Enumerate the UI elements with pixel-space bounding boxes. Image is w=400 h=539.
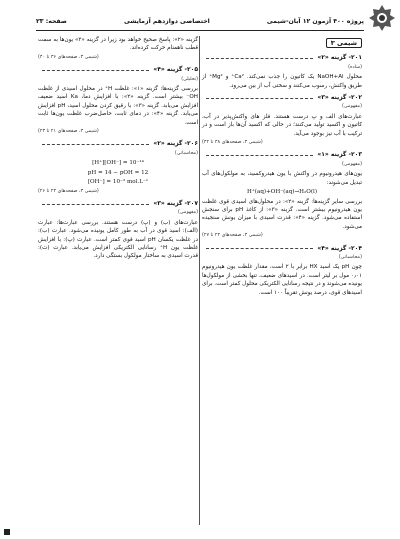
question-meta xyxy=(38,76,198,84)
math-equation: [OH⁻] = 10⁻² mol.L⁻¹ xyxy=(87,179,149,186)
answer-text: یون‌های هیدرونیوم در واکنش با یون هیدروکسید، به مولکول‌های آب تبدیل می‌شوند: xyxy=(202,171,362,186)
dashed-divider xyxy=(42,70,149,71)
question-meta xyxy=(202,161,362,169)
answer-text: عبارت‌های الف و پ درست هستند. فلز های واکنش‌پذیر در آب، کاتیون و اکسید تولید می‌کنند؛ در حالی که اکسید آن‌ها باز است و در ترکیب با آب نیز بوجود می‌آید. xyxy=(202,113,362,137)
question-meta xyxy=(202,254,362,262)
dashed-divider xyxy=(206,248,313,249)
page-header xyxy=(36,14,364,28)
answer-text: محلول NaOH+Al یک کاتیون را جذب نمی‌کند. Ca²⁺ و Mg²⁺ از طریق واکنش، رسوب می‌کنند و سختی آب از بین می‌رود. xyxy=(202,74,362,89)
source-text: (شیمی ۳، صفحه‌های ۳۸ تا ۴۲) xyxy=(202,140,263,146)
question-meta xyxy=(38,209,198,217)
source-reference xyxy=(202,232,362,240)
question-number: ۲۰۶- گزینه «۲» xyxy=(153,140,198,148)
question-meta xyxy=(202,64,362,72)
answer-text: بررسی گزینه‌ها: گزینه «۱»: غلظت H⁺ در محلول اسیدی از غلظت OH⁻ بیشتر است. گزینه «۲»: با افزایش دما، Ka اسید ضعیف افزایش می‌یابد. گزینه «۳»: با رقیق کردن محلول اسید، pH افزایش می‌یابد. گزینه «۴»: در دمای ثابت، حاصل‌ضرب غلظت یون‌ها ثابت است. xyxy=(38,86,198,126)
question-header xyxy=(202,94,362,102)
question-type: (مفهومی) xyxy=(178,210,198,216)
dashed-divider xyxy=(206,155,313,156)
question-meta xyxy=(38,150,198,158)
question-header xyxy=(202,151,362,159)
math-equation: [H⁺][OH⁻] = 10⁻¹⁴ xyxy=(92,160,144,167)
source-text: (شیمی ۳، صفحه‌های ۳۶ تا ۴۰) xyxy=(38,54,99,60)
publisher-logo-icon xyxy=(368,4,396,32)
source-text: (شیمی ۳، صفحه‌های ۲۴ تا ۲۷) xyxy=(202,233,263,239)
source-text: (شیمی ۳، صفحه‌های ۲۴ تا ۲۶) xyxy=(38,188,99,194)
source-reference xyxy=(38,188,198,196)
question-header xyxy=(38,140,198,148)
right-column xyxy=(202,36,362,298)
chemical-equation: H⁺(aq)+OH⁻(aq)→H₂O(l) xyxy=(246,189,318,196)
question-type: (محاسباتی) xyxy=(174,150,198,156)
question-type: (ساده) xyxy=(348,64,362,70)
dashed-divider xyxy=(206,98,313,99)
question-number: ۲۰۲- گزینه «۳» xyxy=(317,94,362,102)
subject-title: اختصاصی دوازدهم آزمایشی xyxy=(123,17,210,25)
question-type: (مفهومی) xyxy=(342,104,362,110)
question-number: ۲۰۴- گزینه «۴» xyxy=(317,244,362,252)
project-title: پروژه ۴۰۰ آزمون ۱۲ آبان-شیمی xyxy=(266,17,364,25)
question-number: ۲۰۳- گزینه «۱» xyxy=(317,151,362,159)
question-type: (مفهومی) xyxy=(342,161,362,167)
column-divider xyxy=(199,36,200,525)
header-divider xyxy=(36,30,364,31)
answer-text: چون pH یک اسید HX برابر با ۲ است، مقدار غلظت یون هیدرونیوم ۰٫۰۱ مول بر لیتر است. در اسیدهای ضعیف، تنها بخشی از مولکول‌ها یونیده می‌شوند و در نتیجه رسانایی الکتریکی محلول کمتر است. برای اسیدهای قوی، درصد یونش تقریباً ۱۰۰ است. xyxy=(202,264,363,296)
question-type: (محاسباتی) xyxy=(338,254,362,260)
math-equation: pH = 14 − pOH = 12 xyxy=(87,169,149,176)
dashed-divider xyxy=(42,204,149,205)
answer-text: عبارت‌های (ب) و (پ) درست هستند. بررسی عبارت‌ها: عبارت (الف): اسید قوی در آب به طور کامل یونیده می‌شود. عبارت (ب): در غلظت یکسان pH اسید قوی کمتر است. عبارت (پ): با افزایش غلظت یون H⁺ رسانایی الکتریکی افزایش می‌یابد. عبارت (ت): قدرت اسیدی به ساختار مولکول بستگی دارد. xyxy=(38,219,199,260)
corner-mark xyxy=(4,529,10,535)
answer-text: گزینه «۲»: پاسخ صحیح خواهد بود زیرا در گزینه «۲» یون‌ها به سمت قطب ناهمنام حرکت کرده‌اند. xyxy=(38,37,199,52)
question-number: ۲۰۷- گزینه «۳» xyxy=(153,199,198,207)
dashed-divider xyxy=(42,144,149,145)
question-header xyxy=(202,54,362,62)
source-reference xyxy=(202,139,362,147)
source-reference xyxy=(38,54,198,62)
section-tag: شیمی ۳ xyxy=(326,38,362,48)
source-reference xyxy=(38,128,198,136)
question-header xyxy=(202,245,362,253)
question-header xyxy=(38,66,198,74)
question-number: ۲۰۵- گزینه «۴» xyxy=(153,66,198,74)
source-text: (شیمی ۳، صفحه‌های ۲۱ تا ۲۳) xyxy=(38,129,99,135)
answer-text: بررسی سایر گزینه‌ها: گزینه «۲»: در محلول‌های اسیدی قوی غلظت یون هیدرونیوم بیشتر است. گزینه «۳»: از کاغذ pH برای سنجش استفاده می‌شود. گزینه «۴»: قدرت اسیدی با میزان یونش سنجیده می‌شود. xyxy=(202,198,363,230)
left-column xyxy=(38,36,198,262)
question-number: ۲۰۱- گزینه «۲» xyxy=(317,54,362,62)
page-number: صفحه: ۲۳ xyxy=(36,17,67,25)
question-meta xyxy=(202,103,362,111)
question-header xyxy=(38,200,198,208)
dashed-divider xyxy=(206,58,313,59)
question-type: (تحلیلی) xyxy=(181,76,198,82)
